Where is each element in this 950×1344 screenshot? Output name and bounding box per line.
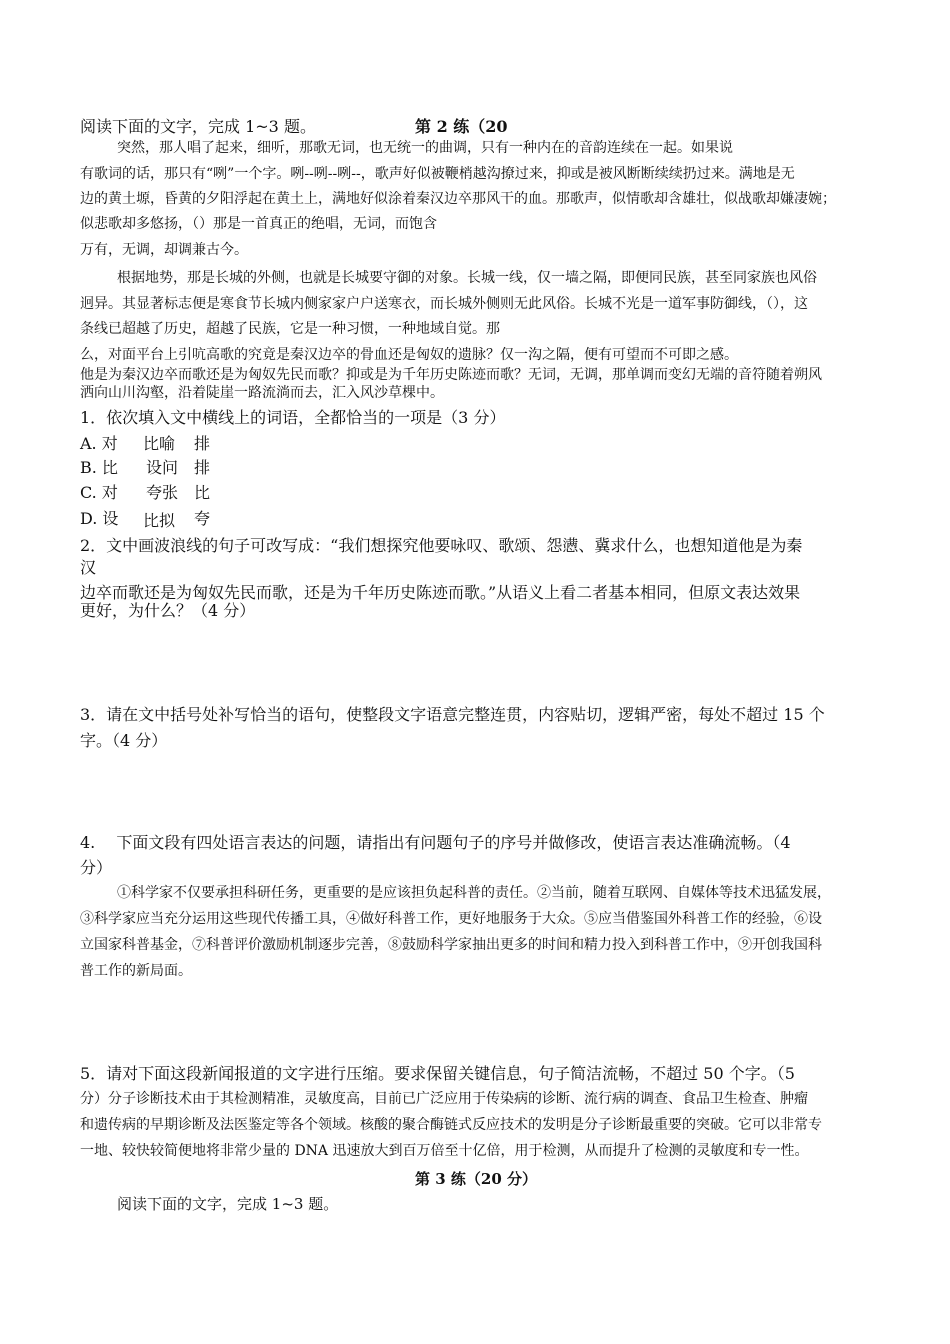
passage-line: 他是为秦汉边卒而歌还是为匈奴先民而歌？抑或是为千年历史陈迹而歌？无词，无调，那单调而变幻无端的音符随着朔风 bbox=[80, 367, 822, 383]
q1-option-d-word3: 夸 bbox=[194, 509, 211, 528]
passage-line: 边的黄土塬，昏黄的夕阳浮起在黄土上，满地好似涂着秦汉边卒那风干的血。那歌声，似情歌却含雄壮，似战歌却嫌凄婉； bbox=[80, 191, 836, 207]
q1-option-a: A. 对 bbox=[80, 434, 118, 453]
passage-line: 似悲歌却多悠扬，（）那是一首真正的绝唱，无词，而饱含 bbox=[80, 216, 437, 232]
q1-option-c-word2: 夸张 bbox=[146, 483, 179, 502]
section-3-title: 第 3 练（20 分） bbox=[415, 1170, 537, 1188]
q1-option-b: B. 比 bbox=[80, 458, 118, 477]
q1-option-c-word3: 比 bbox=[194, 483, 211, 502]
q1-option-a-word3: 排 bbox=[194, 434, 211, 453]
passage-line: 根据地势，那是长城的外侧，也就是长城要守御的对象。长城一线，仅一墙之隔，即便同民族，甚至同家族也风俗 bbox=[117, 270, 817, 286]
passage-line: 万有，无调，却调兼古今。 bbox=[80, 242, 248, 258]
question-3-line: 3．请在文中括号处补写恰当的语句，使整段文字语意完整连贯，内容贴切，逻辑严密，每处不超过 15 个 bbox=[80, 705, 825, 724]
question-5-text: 一地、较快较简便地将非常少量的 DNA 迅速放大到百万倍至十亿倍，用于检测，从而提升了检测的灵敏度和专一性。 bbox=[80, 1143, 809, 1159]
passage-line: 迥异。其显著标志便是寒食节长城内侧家家户户送寒衣，而长城外侧则无此风俗。长城不光是一道军事防御线，（），这 bbox=[80, 296, 808, 312]
question-2-line: 边卒而歌还是为匈奴先民而歌，还是为千年历史陈迹而歌。”从语义上看二者基本相同，但原文表达效果 bbox=[80, 583, 801, 602]
section-title: 第 2 练（20 bbox=[415, 117, 508, 136]
reading-instruction: 阅读下面的文字，完成 1~3 题。 bbox=[80, 117, 316, 136]
passage-line: 有歌词的话，那只有“咧”一个字。咧--咧--咧--，歌声好似被鞭梢越沟撩过来，抑或是被风断断续续扔过来。满地是无 bbox=[80, 166, 795, 182]
question-5-text: 分）分子诊断技术由于其检测精准，灵敏度高，目前已广泛应用于传染病的诊断、流行病的调查、食品卫生检查、肿瘤 bbox=[80, 1091, 808, 1107]
question-4-text: 普工作的新局面。 bbox=[80, 963, 192, 979]
question-4-line: 4. 下面文段有四处语言表达的问题，请指出有问题句子的序号并做修改，使语言表达准确流畅。（4 bbox=[80, 833, 791, 852]
question-2-line: 2．文中画波浪线的句子可改写成：“我们想探究他要咏叹、歌颂、怨懑、冀求什么，也想知道他是为秦 bbox=[80, 536, 803, 555]
passage-line: 洒向山川沟壑，沿着陡崖一路流淌而去，汇入风沙草棵中。 bbox=[80, 385, 444, 401]
q1-option-d-word2: 比拟 bbox=[143, 511, 176, 530]
question-2-line: 更好，为什么？（4 分） bbox=[80, 601, 256, 620]
question-2-line: 汉 bbox=[80, 558, 97, 577]
q1-option-c: C. 对 bbox=[80, 483, 118, 502]
question-5-line: 5．请对下面这段新闻报道的文字进行压缩。要求保留关键信息，句子简洁流畅，不超过 50 个字。（5 bbox=[80, 1064, 795, 1083]
passage-line: 突然，那人唱了起来，细听，那歌无词，也无统一的曲调，只有一种内在的音韵连续在一起。如果说 bbox=[117, 140, 733, 156]
passage-line: 条线已超越了历史，超越了民族，它是一种习惯，一种地域自觉。那 bbox=[80, 321, 500, 337]
question-4-text: ③科学家应当充分运用这些现代传播工具，④做好科普工作，更好地服务于大众。⑤应当借鉴国外科普工作的经验，⑥设 bbox=[80, 911, 822, 927]
q1-option-a-word2: 比喻 bbox=[143, 434, 176, 453]
section-3-instruction: 阅读下面的文字，完成 1~3 题。 bbox=[117, 1195, 339, 1213]
passage-line: 么，对面平台上引吭高歌的究竟是秦汉边卒的骨血还是匈奴的遗脉？仅一沟之隔，便有可望而不可即之感。 bbox=[80, 347, 738, 363]
question-5-text: 和遗传病的早期诊断及法医鉴定等各个领域。核酸的聚合酶链式反应技术的发明是分子诊断最重要的突破。它可以非常专 bbox=[80, 1117, 822, 1133]
question-3-line: 字。（4 分） bbox=[80, 731, 168, 750]
question-4-text: 立国家科普基金，⑦科普评价激励机制逐步完善，⑧鼓励科学家抽出更多的时间和精力投入到科普工作中，⑨开创我国科 bbox=[80, 937, 822, 953]
question-4-line: 分） bbox=[80, 858, 113, 877]
q1-option-b-word2: 设问 bbox=[146, 458, 179, 477]
q1-option-d: D. 设 bbox=[80, 509, 119, 528]
question-1-stem: 1．依次填入文中横线上的词语，全都恰当的一项是（3 分） bbox=[80, 408, 506, 427]
question-4-text: ①科学家不仅要承担科研任务，更重要的是应该担负起科普的责任。②当前，随着互联网、自媒体等技术迅猛发展， bbox=[117, 885, 831, 901]
q1-option-b-word3: 排 bbox=[194, 458, 211, 477]
